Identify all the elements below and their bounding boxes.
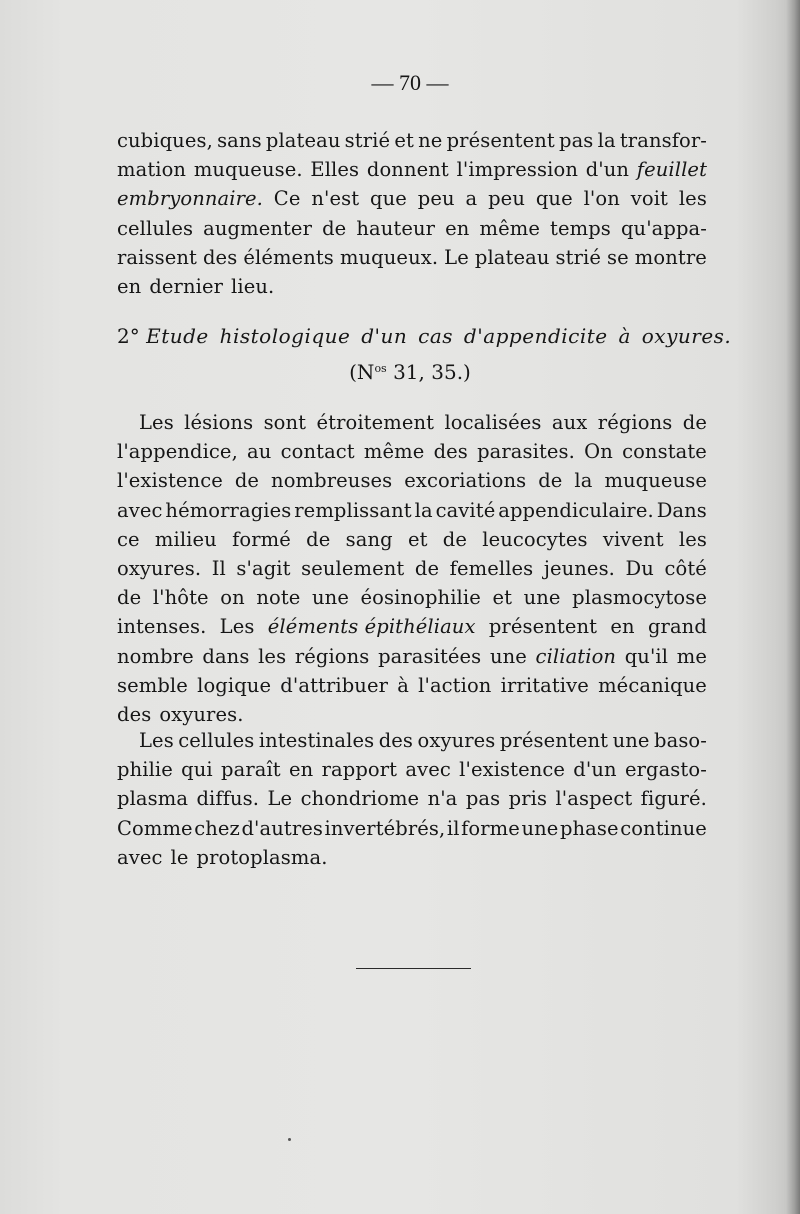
word: n'est <box>311 187 360 211</box>
word: et <box>407 527 428 551</box>
word: intestinales <box>258 729 375 752</box>
word: l'impression <box>456 158 578 182</box>
word: d'attribuer <box>280 673 388 697</box>
word: de <box>414 556 440 580</box>
text-line <box>117 243 707 272</box>
word: présentent <box>488 615 598 639</box>
word: de <box>538 469 563 493</box>
word: Le <box>267 787 293 811</box>
word: s'agit <box>236 556 291 580</box>
section-title: Etude histologique d'un cas d'appendicite à oxyures. <box>146 324 732 348</box>
paper-speck <box>288 1138 291 1141</box>
text-line <box>117 700 707 729</box>
section-reference <box>0 360 800 384</box>
word: on <box>220 586 245 610</box>
word: Dans <box>656 498 707 522</box>
text-line <box>117 612 707 641</box>
paragraph-2 <box>117 408 707 729</box>
word: formé <box>232 527 291 551</box>
word: feuillet <box>636 158 707 182</box>
text-line <box>117 184 707 213</box>
word: muqueux. <box>339 245 439 269</box>
text-line <box>117 214 707 243</box>
word: d'un <box>573 758 617 782</box>
word: a <box>465 187 478 211</box>
word: figuré. <box>640 787 707 811</box>
text-line <box>117 126 707 155</box>
word: et <box>492 586 513 610</box>
word: donnent <box>366 158 449 182</box>
word: paraît <box>221 758 281 782</box>
word: avec <box>117 498 163 522</box>
word: éosinophilie <box>360 586 481 610</box>
word: me <box>676 644 707 668</box>
text-line <box>117 814 707 843</box>
word: irritative <box>500 673 589 697</box>
word: en <box>289 758 314 782</box>
word: intenses. <box>117 615 207 639</box>
word: phase <box>559 816 619 840</box>
word: nombreuses <box>271 469 393 493</box>
word: invertébrés, <box>324 816 446 840</box>
word: oxyures. <box>117 556 202 580</box>
word: des <box>117 702 152 726</box>
word: qu'il <box>624 644 669 668</box>
word: augmenter <box>203 216 312 240</box>
word: remplissant <box>294 498 412 522</box>
word: l'hôte <box>152 586 209 610</box>
word: Les <box>139 411 174 434</box>
word: chez <box>194 816 240 840</box>
word: l'on <box>583 187 620 211</box>
word: cellules <box>178 729 255 752</box>
word: hémorragies <box>165 498 292 522</box>
word: des <box>378 729 414 752</box>
word: l'appendice, <box>117 440 238 464</box>
word: plasmocytose <box>572 586 707 610</box>
word: d'un <box>585 158 630 182</box>
word: jeunes. <box>543 556 615 580</box>
word: strié <box>555 245 601 269</box>
word: ergasto- <box>624 758 707 782</box>
word: Comme <box>117 816 193 840</box>
text-line <box>117 784 707 813</box>
end-rule-divider <box>356 968 471 969</box>
word: au <box>247 440 272 464</box>
word: en <box>117 274 142 298</box>
word: hauteur <box>356 216 436 240</box>
word: qu'appa- <box>620 216 707 240</box>
word: Il <box>211 556 226 580</box>
reference-superscript: os <box>374 362 387 375</box>
word: côté <box>664 556 707 580</box>
word: régions <box>294 644 370 668</box>
word: ne <box>418 129 443 152</box>
word: n'a <box>427 787 458 811</box>
word: l'action <box>418 673 492 697</box>
page-edge-shadow <box>786 0 800 1214</box>
word: excoriations <box>404 469 527 493</box>
word: qui <box>181 758 213 782</box>
text-line <box>117 642 707 671</box>
word: de <box>234 469 260 493</box>
word: les <box>258 644 287 668</box>
word: note <box>256 586 301 610</box>
word: temps <box>550 216 611 240</box>
word: Elles <box>310 158 360 182</box>
word: continue <box>620 816 707 840</box>
word: la <box>597 129 616 152</box>
word: étroitement <box>316 411 435 434</box>
word: cellules <box>117 216 194 240</box>
word: dernier <box>149 274 224 298</box>
word: sans <box>217 129 262 152</box>
word: d'autres <box>241 816 323 840</box>
word: présentent <box>446 129 555 152</box>
text-line <box>117 525 707 554</box>
word: les <box>678 527 707 551</box>
word: diffus. <box>196 787 260 811</box>
word: de <box>306 527 331 551</box>
word: sang <box>345 527 393 551</box>
word: à <box>397 673 409 697</box>
word: peu <box>417 187 455 211</box>
word: embryonnaire. <box>117 187 263 211</box>
word: que <box>370 187 407 211</box>
text-line <box>117 272 707 301</box>
word: Les <box>219 615 255 639</box>
word: pas <box>559 129 594 152</box>
word: que <box>535 187 573 211</box>
word: raissent <box>117 245 197 269</box>
word: vivent <box>602 527 664 551</box>
word: nombre <box>117 644 194 668</box>
word: peu <box>488 187 525 211</box>
paragraph-1 <box>117 126 707 301</box>
word: strié <box>344 129 391 152</box>
reference-prefix: (N <box>349 360 375 384</box>
word: il <box>446 816 460 840</box>
word: lieu. <box>231 274 275 298</box>
text-line <box>117 726 707 755</box>
word: l'existence <box>459 758 566 782</box>
word: plateau <box>265 129 341 152</box>
word: philie <box>117 758 173 782</box>
text-line <box>117 496 707 525</box>
word: ciliation <box>535 644 617 668</box>
word: mécanique <box>598 673 707 697</box>
word: présentent <box>499 729 609 752</box>
word: protoplasma. <box>196 845 328 869</box>
text-line <box>117 583 707 612</box>
word: femelles <box>449 556 534 580</box>
word: une <box>521 816 559 840</box>
word: aux <box>551 411 588 434</box>
word: une <box>612 729 650 752</box>
word: Ce <box>273 187 301 211</box>
word: des <box>202 245 238 269</box>
text-line <box>117 437 707 466</box>
word: muqueuse <box>604 469 707 493</box>
word: leucocytes <box>482 527 588 551</box>
word: et <box>394 129 414 152</box>
word: en <box>445 216 470 240</box>
word: de <box>322 216 347 240</box>
word: des <box>433 440 468 464</box>
word: appendiculaire. <box>498 498 654 522</box>
text-line <box>117 155 707 184</box>
text-line <box>117 755 707 784</box>
word: cavité <box>435 498 496 522</box>
word: montre <box>634 245 707 269</box>
word: oxyures. <box>159 702 244 726</box>
word: baso- <box>654 729 707 752</box>
word: sont <box>263 411 307 434</box>
text-line <box>117 671 707 700</box>
word: ce <box>117 527 140 551</box>
word: de <box>117 586 142 610</box>
word: plasma <box>117 787 189 811</box>
word: une <box>312 586 349 610</box>
text-line <box>117 554 707 583</box>
word: muqueuse. <box>193 158 303 182</box>
word: voit <box>630 187 668 211</box>
section-heading <box>117 324 732 348</box>
word: milieu <box>154 527 217 551</box>
word: Les <box>139 729 174 752</box>
reference-numbers: 31, 35.) <box>386 360 471 384</box>
word: de <box>682 411 707 434</box>
word: éléments épithéliaux <box>267 615 476 639</box>
word: avec <box>405 758 451 782</box>
word: transfor- <box>619 129 707 152</box>
word: plateau <box>474 245 550 269</box>
word: On <box>584 440 613 464</box>
word: dans <box>202 644 250 668</box>
word: parasitées <box>378 644 482 668</box>
word: même <box>479 216 540 240</box>
word: éléments <box>243 245 334 269</box>
word: chondriome <box>300 787 420 811</box>
word: rapport <box>321 758 398 782</box>
word: pris <box>508 787 548 811</box>
word: parasites. <box>477 440 575 464</box>
word: seulement <box>301 556 405 580</box>
word: de <box>442 527 468 551</box>
word: mation <box>117 158 187 182</box>
word: se <box>607 245 629 269</box>
paragraph-3 <box>117 726 707 872</box>
text-line <box>117 408 707 437</box>
word: forme <box>461 816 520 840</box>
word: avec <box>117 845 163 869</box>
word: constate <box>622 440 707 464</box>
word: même <box>363 440 425 464</box>
text-line <box>117 466 707 495</box>
word: l'existence <box>117 469 223 493</box>
word: une <box>489 644 527 668</box>
word: Le <box>444 245 469 269</box>
word: cubiques, <box>117 129 213 152</box>
word: logique <box>197 673 272 697</box>
word: oxyures <box>417 729 496 752</box>
word: grand <box>647 615 707 639</box>
word: lésions <box>184 411 254 434</box>
word: en <box>610 615 635 639</box>
text-line <box>117 843 707 872</box>
word: la <box>574 469 593 493</box>
word: pas <box>465 787 501 811</box>
word: le <box>170 845 189 869</box>
word: semble <box>117 673 188 697</box>
word: une <box>523 586 561 610</box>
word: Du <box>625 556 654 580</box>
word: régions <box>597 411 673 434</box>
word: l'aspect <box>555 787 633 811</box>
page-number: — 70 — <box>371 70 449 95</box>
word: la <box>414 498 433 522</box>
word: localisées <box>444 411 542 434</box>
word: les <box>678 187 707 211</box>
section-number: 2° <box>117 324 140 348</box>
word: contact <box>280 440 355 464</box>
